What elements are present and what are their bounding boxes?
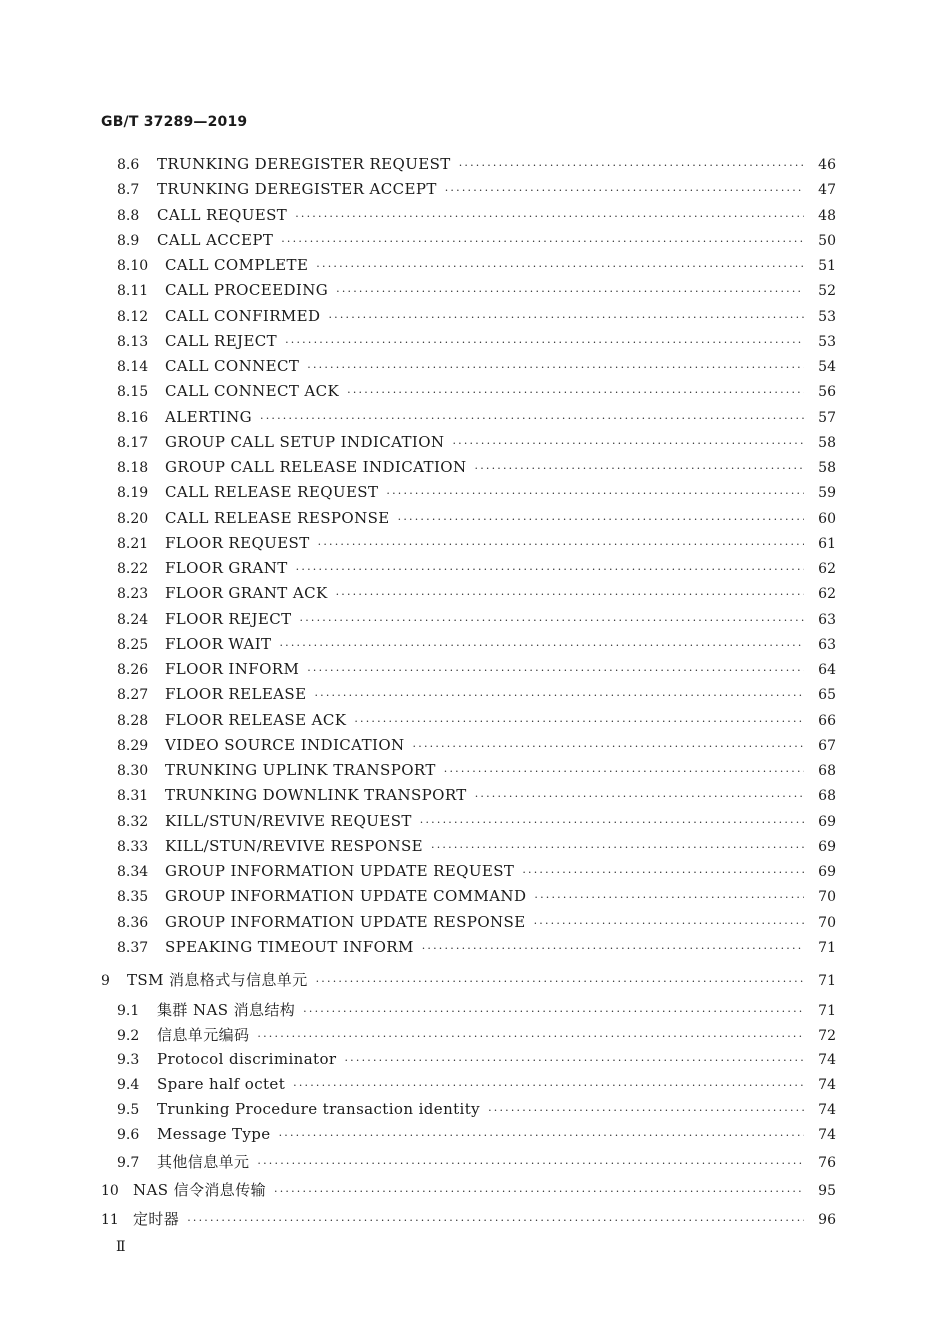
toc-section-number: 8.12 (117, 308, 149, 325)
toc-row[interactable] (117, 559, 836, 581)
toc-row[interactable] (117, 711, 836, 733)
toc-row[interactable] (117, 206, 836, 228)
toc-entry-title: 其他信息单元 (157, 1152, 250, 1171)
toc-section-number: 9.5 (117, 1102, 140, 1118)
toc-section-number: 11 (101, 1212, 119, 1228)
toc-row[interactable] (117, 307, 836, 329)
toc-row[interactable] (117, 433, 836, 455)
toc-row[interactable] (117, 509, 836, 531)
toc-page-number: 63 (818, 611, 836, 628)
toc-leader-dots (316, 260, 804, 273)
toc-leader-dots (293, 1079, 804, 1092)
toc-row[interactable] (117, 458, 836, 480)
toc-section-number: 8.29 (117, 737, 149, 754)
toc-page-number: 50 (818, 232, 836, 249)
toc-row[interactable] (117, 761, 836, 783)
toc-page-number: 70 (818, 914, 836, 931)
toc-section-number: 8.33 (117, 838, 149, 855)
toc-page-number: 56 (818, 384, 836, 401)
toc-entry-title: GROUP CALL RELEASE INDICATION (165, 458, 467, 476)
toc-entry-title: GROUP CALL SETUP INDICATION (165, 432, 445, 451)
toc-entry-title: FLOOR RELEASE ACK (165, 710, 347, 729)
toc-section-number: 8.13 (117, 333, 149, 350)
toc-page-number: 69 (818, 864, 836, 880)
toc-leader-dots (413, 740, 804, 753)
toc-leader-dots (187, 1214, 804, 1227)
toc-leader-dots (328, 311, 804, 324)
toc-row[interactable] (117, 584, 836, 606)
toc-leader-dots (300, 614, 804, 627)
toc-entry-title: GROUP INFORMATION UPDATE RESPONSE (165, 912, 526, 931)
toc-page-number: 47 (818, 182, 836, 199)
toc-row[interactable] (117, 938, 836, 960)
toc-row[interactable] (117, 155, 836, 177)
toc-page-number: 68 (818, 763, 836, 779)
toc-page-number: 72 (818, 1028, 836, 1045)
toc-leader-dots (354, 715, 804, 728)
toc-entry-title: 定时器 (133, 1210, 180, 1228)
toc-entry-title: FLOOR GRANT ACK (165, 584, 328, 603)
toc-section-number: 9.4 (117, 1076, 140, 1093)
toc-page-number: 70 (818, 889, 836, 906)
toc-chapter-row[interactable] (101, 969, 836, 991)
toc-page-number: 60 (818, 510, 836, 527)
toc-entry-title: NAS 信令消息传输 (133, 1181, 267, 1199)
toc-page-number: 58 (818, 460, 836, 476)
toc-leader-dots (452, 437, 804, 450)
toc-row[interactable] (117, 534, 836, 556)
toc-leader-dots (445, 184, 804, 197)
toc-page-number: 69 (818, 838, 836, 855)
toc-section-number: 8.14 (117, 359, 149, 375)
toc-entry-title: GROUP INFORMATION UPDATE COMMAND (165, 887, 527, 906)
toc-page-number: 61 (818, 535, 836, 552)
toc-page-number: 67 (818, 737, 836, 754)
toc-row[interactable] (117, 610, 836, 632)
toc-leader-dots (398, 513, 804, 526)
toc-page-number: 74 (818, 1051, 836, 1068)
toc-leader-dots (475, 790, 804, 803)
toc-entry-title: TSM 消息格式与信息单元 (127, 971, 308, 989)
toc-entry-title: FLOOR GRANT (165, 559, 288, 577)
toc-entry-title: CALL PROCEEDING (165, 281, 329, 300)
toc-row[interactable] (117, 1100, 836, 1122)
toc-section-number: 8.27 (117, 687, 149, 704)
toc-leader-dots (257, 1030, 804, 1043)
toc-leader-dots (347, 386, 804, 399)
toc-page-number: 59 (818, 485, 836, 502)
toc-page-number: 64 (818, 662, 836, 678)
toc-section-number: 10 (101, 1183, 119, 1199)
toc-section-number: 8.16 (117, 409, 149, 426)
toc-section-number: 8.23 (117, 586, 149, 603)
toc-page-number: 71 (818, 939, 836, 956)
toc-page-number: 53 (818, 333, 836, 350)
toc-row[interactable] (117, 1151, 836, 1173)
toc-page-number: 62 (818, 561, 836, 577)
toc-row[interactable] (117, 837, 836, 859)
toc-section-number: 8.20 (117, 510, 149, 527)
toc-section-number: 9.2 (117, 1028, 140, 1045)
toc-leader-dots (534, 917, 804, 930)
toc-leader-dots (296, 563, 804, 576)
toc-entry-title: Spare half octet (157, 1074, 286, 1093)
toc-page-number: 52 (818, 283, 836, 300)
toc-page-number: 74 (818, 1076, 836, 1093)
toc-section-number: 8.8 (117, 207, 140, 224)
toc-section-number: 9.1 (117, 1003, 140, 1019)
toc-entry-title: FLOOR REQUEST (165, 533, 310, 552)
toc-row[interactable] (117, 862, 836, 884)
toc-row[interactable] (117, 231, 836, 253)
toc-section-number: 8.28 (117, 712, 149, 729)
toc-leader-dots (318, 538, 804, 551)
toc-section-number: 8.32 (117, 813, 149, 830)
toc-row[interactable] (117, 736, 836, 758)
toc-leader-dots (336, 285, 804, 298)
toc-entry-title: KILL/STUN/REVIVE REQUEST (165, 811, 412, 830)
toc-page-number: 63 (818, 636, 836, 653)
toc-entry-title: ALERTING (165, 407, 253, 426)
toc-section-number: 8.7 (117, 182, 140, 199)
toc-entry-title: Protocol discriminator (157, 1049, 337, 1068)
toc-page-number: 74 (818, 1127, 836, 1144)
toc-row[interactable] (117, 357, 836, 379)
toc-row[interactable] (117, 786, 836, 808)
toc-page-number: 76 (818, 1154, 836, 1171)
toc-chapter-row[interactable] (101, 1208, 836, 1230)
toc-entry-title: KILL/STUN/REVIVE RESPONSE (165, 836, 424, 855)
toc-section-number: 9.7 (117, 1154, 140, 1171)
toc-row[interactable] (117, 332, 836, 354)
toc-page-number: 69 (818, 813, 836, 830)
toc-leader-dots (281, 235, 804, 248)
toc-leader-dots (303, 1005, 804, 1018)
toc-entry-title: FLOOR WAIT (165, 634, 272, 653)
toc-entry-title: Trunking Procedure transaction identity (157, 1100, 481, 1118)
toc-section-number: 8.24 (117, 611, 149, 628)
toc-leader-dots (274, 1185, 804, 1198)
toc-leader-dots (431, 841, 804, 854)
toc-leader-dots (444, 765, 804, 778)
toc-leader-dots (386, 487, 804, 500)
toc-leader-dots (488, 1104, 804, 1117)
toc-section-number: 8.34 (117, 864, 149, 880)
toc-entry-title: CALL CONNECT ACK (165, 382, 340, 401)
toc-entry-title: FLOOR INFORM (165, 660, 300, 678)
toc-row[interactable] (117, 408, 836, 430)
toc-row[interactable] (117, 483, 836, 505)
toc-leader-dots (279, 639, 804, 652)
toc-entry-title: CALL ACCEPT (157, 230, 274, 249)
toc-section-number: 8.37 (117, 939, 149, 956)
toc-leader-dots (314, 689, 804, 702)
toc-page-number: 71 (818, 1003, 836, 1019)
toc-entry-title: FLOOR RELEASE (165, 685, 307, 704)
toc-entry-title: CALL CONNECT (165, 357, 300, 375)
toc-section-number: 8.10 (117, 258, 149, 274)
toc-leader-dots (420, 816, 804, 829)
toc-entry-title: CALL REJECT (165, 331, 278, 350)
toc-section-number: 8.22 (117, 561, 149, 577)
toc-leader-dots (307, 664, 804, 677)
toc-leader-dots (522, 866, 804, 879)
toc-section-number: 8.9 (117, 232, 140, 249)
toc-row[interactable] (117, 635, 836, 657)
toc-section-number: 8.26 (117, 662, 149, 678)
toc-row[interactable] (117, 382, 836, 404)
toc-page-number: 57 (818, 409, 836, 426)
toc-row[interactable] (117, 1050, 836, 1072)
toc-section-number: 8.35 (117, 889, 149, 906)
toc-entry-title: VIDEO SOURCE INDICATION (165, 735, 405, 754)
toc-entry-title: TRUNKING UPLINK TRANSPORT (165, 761, 436, 779)
toc-page-number: 48 (818, 207, 836, 224)
toc-section-number: 8.31 (117, 788, 149, 805)
toc-page-number: 51 (818, 258, 836, 274)
toc-page-number: 53 (818, 308, 836, 325)
toc-entry-title: TRUNKING DOWNLINK TRANSPORT (165, 786, 467, 805)
toc-leader-dots (422, 942, 804, 955)
toc-row[interactable] (117, 1125, 836, 1147)
toc-row[interactable] (117, 1024, 836, 1046)
toc-section-number: 8.19 (117, 485, 149, 502)
toc-section-number: 9.3 (117, 1051, 140, 1068)
toc-section-number: 8.21 (117, 535, 149, 552)
toc-section-number: 8.11 (117, 283, 149, 300)
toc-section-number: 8.18 (117, 460, 149, 476)
toc-entry-title: TRUNKING DEREGISTER REQUEST (157, 155, 451, 173)
toc-leader-dots (279, 1129, 804, 1142)
toc-entry-title: SPEAKING TIMEOUT INFORM (165, 937, 414, 956)
toc-chapter-row[interactable] (101, 1179, 836, 1201)
toc-section-number: 8.30 (117, 763, 149, 779)
toc-entry-title: CALL CONFIRMED (165, 306, 321, 325)
toc-section-number: 9 (101, 973, 110, 989)
toc-page-number: 54 (818, 359, 836, 375)
toc-leader-dots (285, 336, 804, 349)
toc-leader-dots (307, 361, 804, 374)
toc-section-number: 9.6 (117, 1127, 140, 1144)
toc-leader-dots (316, 975, 804, 988)
toc-page-number: 68 (818, 788, 836, 805)
toc-page-number: 66 (818, 712, 836, 729)
toc-page-number: 96 (818, 1212, 836, 1228)
toc-entry-title: TRUNKING DEREGISTER ACCEPT (157, 180, 437, 199)
toc-section-number: 8.15 (117, 384, 149, 401)
toc-page-number: 71 (818, 973, 836, 989)
toc-leader-dots (295, 210, 804, 223)
toc-row[interactable] (117, 913, 836, 935)
toc-row[interactable] (117, 256, 836, 278)
toc-page-number: 65 (818, 687, 836, 704)
toc-row[interactable] (117, 180, 836, 202)
toc-row[interactable] (117, 660, 836, 682)
toc-leader-dots (336, 588, 804, 601)
toc-entry-title: CALL COMPLETE (165, 256, 309, 274)
toc-page-number: 62 (818, 586, 836, 603)
document-header: GB/T 37289—2019 (101, 114, 248, 130)
toc-entry-title: FLOOR REJECT (165, 609, 292, 628)
toc-row[interactable] (117, 999, 836, 1021)
toc-entry-title: CALL RELEASE RESPONSE (165, 508, 390, 527)
toc-entry-title: CALL REQUEST (157, 205, 288, 224)
page-number-footer: Ⅱ (116, 1239, 126, 1255)
toc-section-number: 8.17 (117, 434, 149, 451)
toc-leader-dots (257, 1157, 804, 1170)
toc-leader-dots (534, 891, 804, 904)
toc-page-number: 46 (818, 157, 836, 173)
toc-entry-title: GROUP INFORMATION UPDATE REQUEST (165, 862, 515, 880)
toc-leader-dots (260, 412, 804, 425)
toc-leader-dots (475, 462, 805, 475)
toc-row[interactable] (117, 887, 836, 909)
toc-entry-title: 信息单元编码 (157, 1026, 250, 1045)
toc-row[interactable] (117, 1075, 836, 1097)
toc-row[interactable] (117, 685, 836, 707)
toc-row[interactable] (117, 281, 836, 303)
toc-page-number: 58 (818, 434, 836, 451)
toc-leader-dots (459, 159, 804, 172)
toc-entry-title: CALL RELEASE REQUEST (165, 483, 379, 502)
toc-entry-title: 集群 NAS 消息结构 (157, 1001, 296, 1019)
toc-section-number: 8.36 (117, 914, 149, 931)
toc-leader-dots (344, 1054, 804, 1067)
toc-entry-title: Message Type (157, 1125, 271, 1144)
toc-page-number: 95 (818, 1183, 836, 1199)
toc-page-number: 74 (818, 1102, 836, 1118)
toc-section-number: 8.6 (117, 157, 140, 173)
toc-section-number: 8.25 (117, 636, 149, 653)
toc-row[interactable] (117, 812, 836, 834)
